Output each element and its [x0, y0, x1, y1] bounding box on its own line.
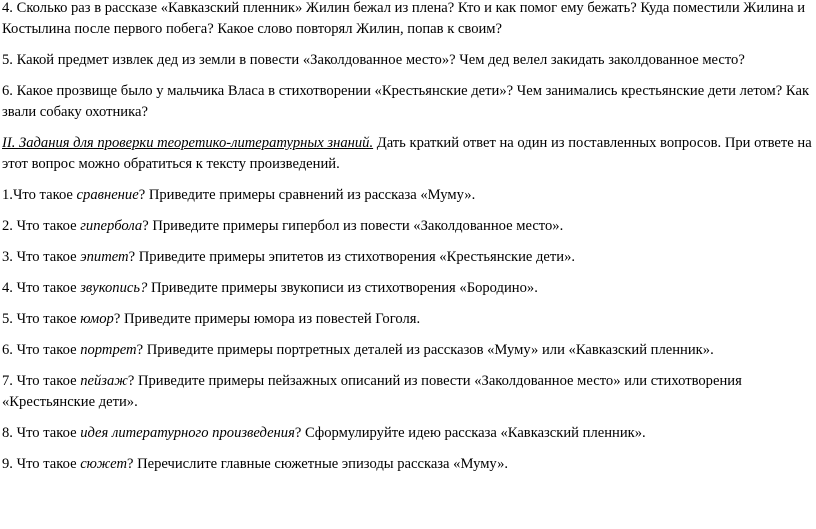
question-rest: ? Приведите примеры пейзажных описаний из повести «Заколдованное место» или стихотворения «Крестьянские дети». — [2, 373, 742, 410]
question-rest: ? Перечислите главные сюжетные эпизоды рассказа «Муму». — [126, 456, 509, 472]
question-prefix: 4. Что такое — [2, 280, 81, 296]
question-term: эпитет — [80, 249, 129, 265]
question-prefix: 1.Что такое — [2, 187, 77, 203]
section-2-heading: II. Задания для проверки теоретико-литературных знаний. — [2, 135, 374, 151]
question-rest: ? Приведите примеры юмора из повестей Гоголя. — [113, 311, 421, 327]
theory-question-4 — [2, 278, 812, 299]
question-term: юмор — [80, 311, 114, 327]
question-term: пейзаж — [80, 373, 128, 389]
question-term: портрет — [80, 342, 137, 358]
question-prefix: 9. Что такое — [2, 456, 81, 472]
question-term: гипербола — [80, 218, 143, 234]
theory-question-3 — [2, 247, 812, 268]
question-prefix: 7. Что такое — [2, 373, 81, 389]
question-prefix: 2. Что такое — [2, 218, 81, 234]
section-2-intro — [2, 133, 812, 175]
theory-question-1 — [2, 185, 812, 206]
question-term: сравнение — [76, 187, 139, 203]
question-term: звукопись? — [80, 280, 148, 296]
question-rest: ? Приведите примеры эпитетов из стихотворения «Крестьянские дети». — [128, 249, 576, 265]
question-6: 6. Какое прозвище было у мальчика Власа в стихотворении «Крестьянские дети»? Чем занимались крестьянские дети летом? Как звали собаку охотника? — [2, 83, 810, 120]
question-5: 5. Какой предмет извлек дед из земли в повести «Заколдованное место»? Чем дед велел закидать заколдованное место? — [2, 52, 745, 68]
question-prefix: 5. Что такое — [2, 311, 81, 327]
theory-question-9 — [2, 454, 812, 475]
question-rest: ? Приведите примеры сравнений из рассказа «Муму». — [138, 187, 476, 203]
theory-question-5 — [2, 309, 812, 330]
theory-question-2 — [2, 216, 812, 237]
question-term: сюжет — [80, 456, 127, 472]
section-2-instruction: Дать краткий ответ на один из поставленных вопросов. При ответе на этот вопрос можно обратиться к тексту произведений. — [2, 135, 812, 172]
theory-question-8 — [2, 423, 812, 444]
question-prefix: 3. Что такое — [2, 249, 81, 265]
question-rest: ? Приведите примеры гипербол из повести «Заколдованное место». — [142, 218, 564, 234]
theory-question-7 — [2, 371, 812, 413]
question-rest: ? Сформулируйте идею рассказа «Кавказский пленник». — [294, 425, 646, 441]
question-4: 4. Сколько раз в рассказе «Кавказский пленник» Жилин бежал из плена? Кто и как помог ему бежать? Куда поместили Жилина и Костылина после первого побега? Какое слово повторял Жилин, попав к своим? — [2, 0, 806, 37]
question-prefix: 8. Что такое — [2, 425, 81, 441]
question-rest: Приведите примеры звукописи из стихотворения «Бородино». — [147, 280, 538, 296]
theory-question-6 — [2, 340, 812, 361]
question-rest: ? Приведите примеры портретных деталей из рассказов «Муму» или «Кавказский пленник». — [136, 342, 714, 358]
question-prefix: 6. Что такое — [2, 342, 81, 358]
question-term: идея литературного произведения — [80, 425, 295, 441]
